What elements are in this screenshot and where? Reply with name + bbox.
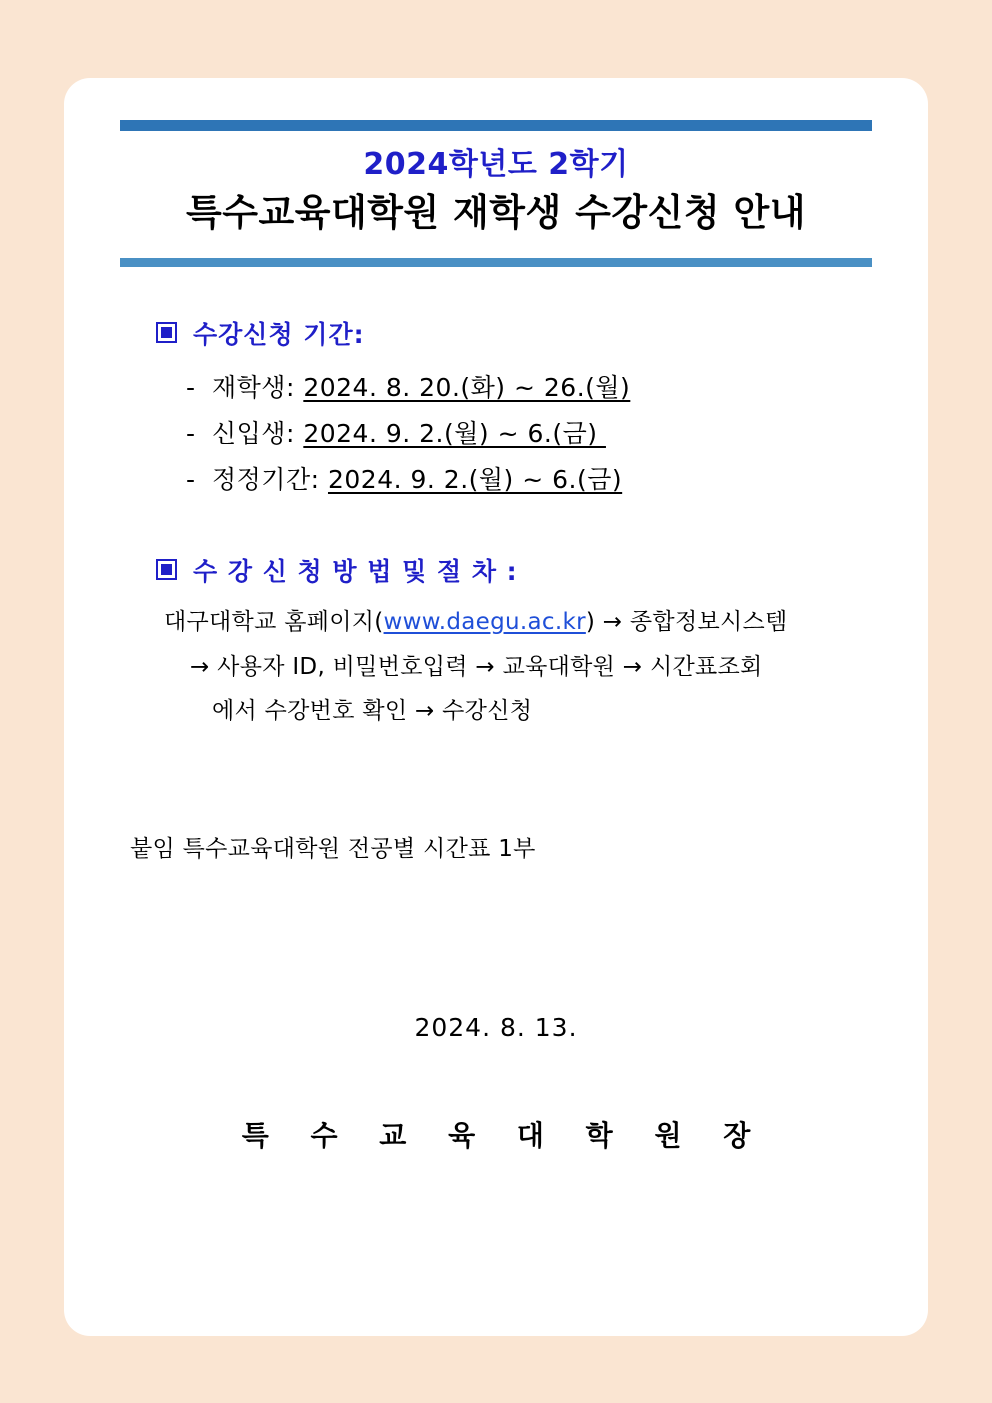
header-block [120, 120, 872, 267]
method-line-1-pre: 대구대학교 홈페이지( [164, 608, 384, 635]
period-label-freshman: 신입생: [212, 419, 304, 449]
method-line-1 [164, 600, 872, 645]
section-period-heading-label: 수강신청 기간: [193, 319, 365, 349]
notice-page [64, 78, 928, 1336]
header-rule-bottom [120, 258, 872, 267]
list-item [186, 411, 872, 457]
notice-content [120, 315, 872, 1154]
title-wrap [120, 131, 872, 250]
period-value-freshman: 2024. 9. 2.(월) ~ 6.(금) [303, 419, 606, 449]
page-title-line1: 2024학년도 2학기 [363, 147, 629, 182]
dash-marker: - [186, 419, 196, 449]
period-list [186, 365, 872, 504]
homepage-link[interactable]: www.daegu.ac.kr [383, 608, 586, 635]
section-method-heading [156, 552, 872, 588]
filled-square-bullet-icon [156, 322, 177, 343]
section-period [120, 315, 872, 504]
period-label-enrolled: 재학생: [212, 372, 304, 402]
dash-marker: - [186, 465, 196, 495]
method-line-1-post: ) → 종합정보시스템 [585, 608, 788, 635]
filled-square-bullet-icon [156, 559, 177, 580]
signer-title: 특 수 교 육 대 학 원 장 [241, 1119, 767, 1153]
period-value-correction: 2024. 9. 2.(월) ~ 6.(금) [327, 465, 623, 495]
list-item [186, 365, 872, 411]
dash-marker: - [186, 372, 196, 402]
method-line-2: → 사용자 ID, 비밀번호입력 → 교육대학원 → 시간표조회 [190, 653, 763, 680]
period-value-enrolled: 2024. 8. 20.(화) ~ 26.(월) [303, 372, 631, 402]
section-method-heading-label: 수 강 신 청 방 법 및 절 차 : [193, 556, 518, 586]
page-title-line2: 특수교육대학원 재학생 수강신청 안내 [185, 191, 806, 234]
list-item [186, 457, 872, 503]
issue-date: 2024. 8. 13. [414, 1013, 578, 1043]
attachment-note: 붙임 특수교육대학원 전공별 시간표 1부 [130, 836, 536, 863]
method-line-3: 에서 수강번호 확인 → 수강신청 [212, 698, 533, 725]
section-period-heading [156, 315, 872, 351]
section-method [120, 552, 872, 735]
period-label-correction: 정정기간: [212, 465, 328, 495]
method-lines [164, 600, 872, 735]
header-rule-top [120, 120, 872, 131]
